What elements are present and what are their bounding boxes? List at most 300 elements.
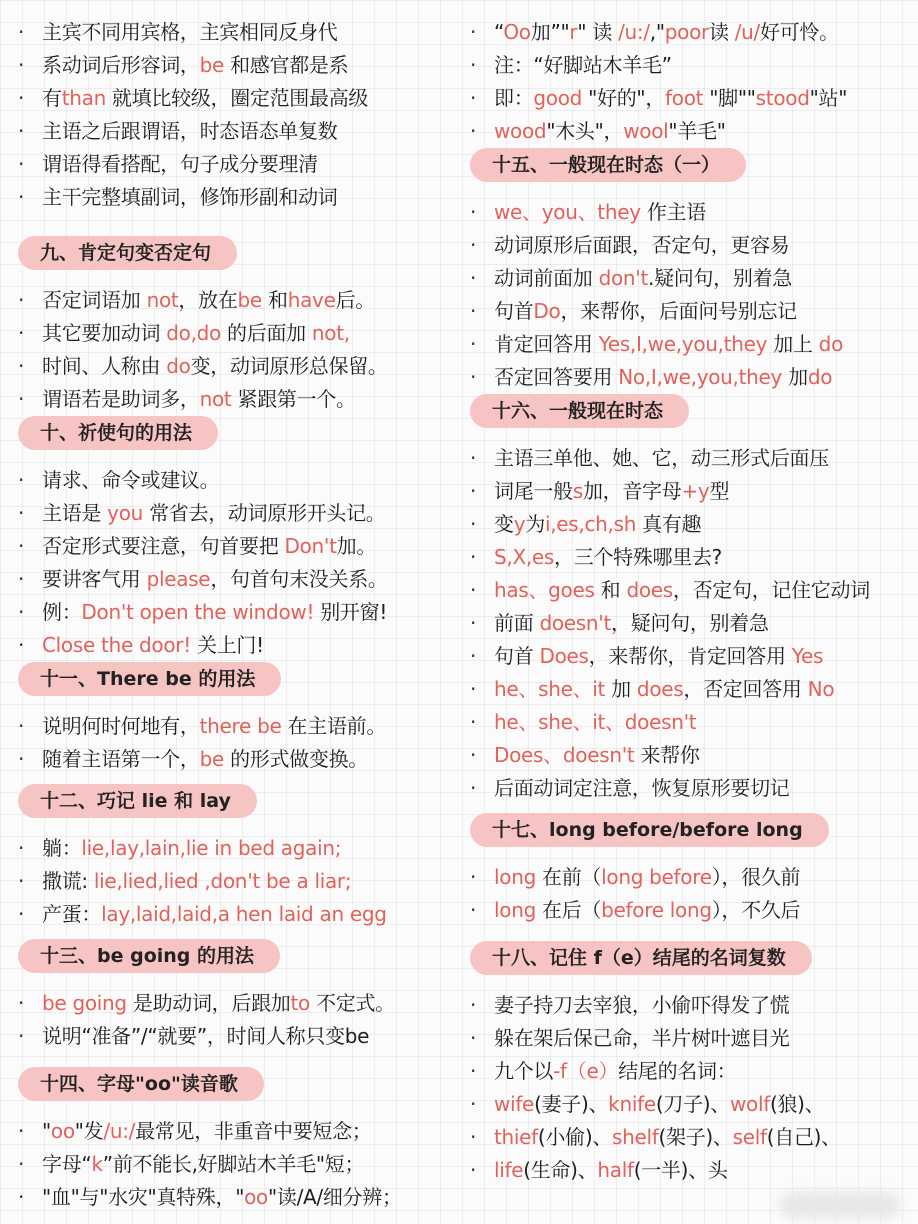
section-heading: 十、祈使句的用法: [18, 416, 218, 450]
line-text: 说明“准备”/“就要”，时间人称只变be: [42, 1024, 370, 1048]
bullet-dot-icon: ·: [470, 119, 477, 143]
highlight-text: /u/: [734, 20, 760, 44]
line-text: 关上门!: [190, 633, 264, 657]
bullet-line: [470, 262, 918, 295]
bullet-line: [470, 894, 918, 927]
bullet-line: [18, 710, 460, 743]
line-text: 就填比较级，圈定范围最高级: [105, 86, 369, 110]
highlight-text: self: [732, 1125, 767, 1149]
highlight-text: he、she、it、doesn't: [494, 710, 697, 734]
line-text: ，来帮你，后面问号别忘记: [560, 299, 797, 323]
line-text: 紧跟第一个。: [231, 387, 356, 411]
line-text: 在后（: [535, 898, 602, 922]
highlight-text: doesn't: [539, 611, 612, 635]
bullet-line: [18, 148, 460, 181]
line-text: 有: [42, 86, 62, 110]
highlight-text: long: [494, 898, 536, 922]
bullet-line: [18, 383, 460, 416]
highlight-text: lay,laid,laid,a hen laid an egg: [101, 902, 387, 926]
highlight-text: Do: [533, 299, 561, 323]
bullet-dot-icon: ·: [470, 644, 477, 668]
spacer: [18, 1101, 460, 1115]
bullet-dot-icon: ·: [470, 865, 477, 889]
spacer: [470, 927, 918, 941]
bullet-dot-icon: ·: [18, 600, 25, 624]
bullet-line: [18, 1020, 460, 1053]
line-text: 请求、命令或建议。: [42, 468, 220, 492]
highlight-text: S,X,es: [494, 545, 555, 569]
line-text: 前面: [494, 611, 540, 635]
line-text: 在前（: [535, 865, 602, 889]
bullet-line: [470, 475, 918, 508]
bullet-dot-icon: ·: [470, 1092, 477, 1116]
spacer: [18, 1053, 460, 1067]
line-text: 不定式。: [309, 991, 395, 1015]
highlight-text: /u:/: [618, 20, 650, 44]
line-text: 动词原形后面跟，否定句，更容易: [494, 233, 790, 257]
line-text: 读: [708, 20, 735, 44]
highlight-text: Don't open the window!: [81, 600, 315, 624]
section-heading: 十七、long before/before long: [470, 813, 829, 847]
bullet-line: [18, 1148, 460, 1181]
line-text: 和: [261, 288, 288, 312]
line-text: 即：: [494, 86, 534, 110]
line-text: 九个以: [494, 1059, 554, 1083]
bullet-line: [470, 989, 918, 1022]
section-heading-row: [18, 1067, 460, 1101]
bullet-line: [470, 49, 918, 82]
bullet-dot-icon: ·: [470, 776, 477, 800]
line-text: (一半)、头: [633, 1158, 728, 1182]
section-heading: 十四、字母"oo"读音歌: [18, 1067, 264, 1101]
bullet-line: [470, 772, 918, 805]
spacer: [470, 428, 918, 442]
line-text: 其它要加动词: [42, 321, 167, 345]
highlight-text: do: [166, 354, 191, 378]
highlight-text: there be: [199, 714, 282, 738]
section-heading-row: [18, 416, 460, 450]
line-text: 时间、人称由: [42, 354, 167, 378]
line-text: 系动词后形容词，: [42, 53, 200, 77]
highlight-text: don't: [598, 266, 649, 290]
bullet-line: [470, 328, 918, 361]
line-text: "好的"，: [582, 86, 666, 110]
highlight-text: than: [61, 86, 106, 110]
line-text: 例：: [42, 600, 82, 624]
highlight-text: Yes: [791, 644, 824, 668]
bullet-line: [18, 16, 460, 49]
bullet-dot-icon: ·: [470, 898, 477, 922]
line-text: 动词前面加: [494, 266, 599, 290]
line-text: ,": [649, 20, 665, 44]
highlight-text: be: [199, 53, 225, 77]
line-text: 主语三单他、她、它，动三形式后面压: [494, 446, 829, 470]
highlight-text: please: [146, 567, 211, 591]
line-text: (生命)、: [523, 1158, 598, 1182]
bullet-dot-icon: ·: [470, 20, 477, 44]
section-heading-row: [470, 394, 918, 428]
highlight-text: Close the door!: [42, 633, 191, 657]
bullet-line: [18, 832, 460, 865]
highlight-text: do: [807, 365, 833, 389]
bullet-line: [18, 181, 460, 214]
highlight-text: wood: [494, 119, 547, 143]
bullet-dot-icon: ·: [470, 743, 477, 767]
line-text: 最常见，非重音中要短念；: [135, 1119, 372, 1143]
bullet-line: [18, 350, 460, 383]
bullet-line: [470, 442, 918, 475]
bullet-line: [470, 196, 918, 229]
bullet-line: [18, 284, 460, 317]
highlight-text: be: [199, 747, 225, 771]
line-text: 妻子持刀去宰狼，小偷吓得发了慌: [494, 993, 790, 1017]
section-heading: 十三、be going 的用法: [18, 939, 280, 973]
bullet-dot-icon: ·: [18, 354, 25, 378]
bullet-dot-icon: ·: [470, 512, 477, 536]
bullet-dot-icon: ·: [18, 53, 25, 77]
section-heading: 十五、一般现在时态（一）: [470, 148, 746, 182]
bullet-line: [470, 115, 918, 148]
highlight-text: not: [199, 387, 232, 411]
line-text: ，否定回答用: [683, 677, 808, 701]
bullet-dot-icon: ·: [18, 1152, 25, 1176]
highlight-text: long before: [601, 865, 712, 889]
section-heading: 九、肯定句变否定句: [18, 236, 237, 270]
line-text: " 读: [577, 20, 619, 44]
line-text: (架子)、: [658, 1125, 733, 1149]
spacer: [470, 847, 918, 861]
line-text: 否定回答要用: [494, 365, 619, 389]
section-heading-row: [18, 784, 460, 818]
bullet-dot-icon: ·: [18, 387, 25, 411]
line-text: ”前不能长,好脚站木羊毛"短；: [102, 1152, 365, 1176]
spacer: [18, 931, 460, 939]
bullet-line: [18, 865, 460, 898]
spacer: [18, 973, 460, 987]
highlight-text: /u:/: [103, 1119, 136, 1143]
highlight-text: Does: [539, 644, 589, 668]
line-text: 躺：: [42, 836, 82, 860]
bullet-dot-icon: ·: [18, 836, 25, 860]
highlight-text: +y: [681, 479, 710, 503]
bullet-dot-icon: ·: [470, 200, 477, 224]
bullet-dot-icon: ·: [470, 86, 477, 110]
line-text: 加。: [336, 534, 377, 558]
section-heading-row: [470, 941, 918, 975]
bullet-dot-icon: ·: [18, 869, 25, 893]
bullet-dot-icon: ·: [470, 710, 477, 734]
highlight-text: k: [91, 1152, 103, 1176]
bullet-line: [18, 1115, 460, 1148]
bullet-dot-icon: ·: [18, 119, 25, 143]
bullet-line: [18, 898, 460, 931]
line-text: 主语是: [42, 501, 108, 525]
highlight-text: oo: [50, 1119, 75, 1143]
section-heading: 十八、记住 f（e）结尾的名词复数: [470, 941, 812, 975]
bullet-dot-icon: ·: [18, 991, 25, 1015]
bullet-dot-icon: ·: [18, 747, 25, 771]
bullet-dot-icon: ·: [18, 633, 25, 657]
bullet-dot-icon: ·: [18, 501, 25, 525]
highlight-text: have: [287, 288, 336, 312]
highlight-text: life: [494, 1158, 524, 1182]
bullet-dot-icon: ·: [470, 479, 477, 503]
highlight-text: to: [290, 991, 310, 1015]
highlight-text: before long: [601, 898, 712, 922]
bullet-line: [18, 629, 460, 662]
line-text: 谓语得看搭配，句子成分要理清: [42, 152, 318, 176]
line-text: 加，音字母: [582, 479, 682, 503]
line-text: 型: [709, 479, 730, 503]
highlight-text: has、goes: [494, 578, 595, 602]
bullet-line: [470, 229, 918, 262]
bullet-line: [18, 82, 460, 115]
highlight-text: you: [107, 501, 144, 525]
bullet-dot-icon: ·: [470, 233, 477, 257]
highlight-text: lie,lied,lied ,don't be a liar;: [93, 869, 352, 893]
highlight-text: Oo: [503, 20, 531, 44]
line-text: ），不久后: [711, 898, 801, 922]
bullet-line: [470, 673, 918, 706]
bullet-line: [470, 361, 918, 394]
highlight-text: we、you、they: [494, 200, 641, 224]
line-text: 的后面加: [221, 321, 312, 345]
bullet-dot-icon: ·: [470, 266, 477, 290]
line-text: 字母“: [42, 1152, 92, 1176]
bullet-line: [470, 295, 918, 328]
bullet-dot-icon: ·: [18, 468, 25, 492]
line-text: ": [42, 1119, 51, 1143]
line-text: 变: [494, 512, 514, 536]
bullet-line: [470, 82, 918, 115]
highlight-text: lie,lay,lain,lie in bed again;: [81, 836, 342, 860]
bullet-dot-icon: ·: [470, 1059, 477, 1083]
section-heading: 十二、巧记 lie 和 lay: [18, 784, 257, 818]
highlight-text: Does、doesn't: [494, 743, 635, 767]
bullet-dot-icon: ·: [470, 578, 477, 602]
bullet-line: [18, 317, 460, 350]
highlight-text: knife: [608, 1092, 656, 1116]
spacer: [18, 214, 460, 236]
bullet-dot-icon: ·: [470, 299, 477, 323]
line-text: 注：“好脚站木羊毛”: [494, 53, 672, 77]
bullet-line: [470, 1055, 918, 1088]
highlight-text: Yes,I,we,you,they: [598, 332, 768, 356]
bullet-line: [18, 115, 460, 148]
bullet-line: [18, 743, 460, 776]
highlight-text: stood: [755, 86, 810, 110]
line-text: 产蛋：: [42, 902, 102, 926]
bullet-dot-icon: ·: [470, 332, 477, 356]
line-text: 加: [605, 677, 637, 701]
bullet-dot-icon: ·: [18, 152, 25, 176]
bullet-dot-icon: ·: [470, 1125, 477, 1149]
line-text: 否定形式要注意，句首要把: [42, 534, 285, 558]
bullet-line: [470, 508, 918, 541]
highlight-text: No,I,we,you,they: [618, 365, 783, 389]
watermark-blur: [780, 1192, 900, 1218]
bullet-line: [18, 464, 460, 497]
highlight-text: does: [626, 578, 673, 602]
spacer: [18, 696, 460, 710]
line-text: ，放在: [178, 288, 238, 312]
section-heading-row: [470, 148, 918, 182]
highlight-text: not,: [311, 321, 350, 345]
spacer: [18, 776, 460, 784]
highlight-text: r: [569, 20, 578, 44]
highlight-text: long: [494, 865, 536, 889]
line-text: (自己)、: [766, 1125, 841, 1149]
line-text: 变，动词原形总保留。: [190, 354, 388, 378]
bullet-dot-icon: ·: [470, 545, 477, 569]
highlight-text: not: [146, 288, 179, 312]
bullet-dot-icon: ·: [18, 20, 25, 44]
highlight-text: wool: [623, 119, 669, 143]
section-heading-row: [18, 662, 460, 696]
line-text: 和感官都是系: [224, 53, 349, 77]
line-text: 常省去，动词原形开头记。: [143, 501, 386, 525]
highlight-text: shelf: [612, 1125, 659, 1149]
highlight-text: thief: [494, 1125, 538, 1149]
bullet-dot-icon: ·: [18, 1024, 25, 1048]
line-text: "发: [74, 1119, 104, 1143]
line-text: 真有趣: [636, 512, 702, 536]
bullet-dot-icon: ·: [470, 365, 477, 389]
line-text: "木头"，: [546, 119, 624, 143]
line-text: 来帮你: [634, 743, 700, 767]
bullet-dot-icon: ·: [18, 1185, 25, 1209]
bullet-dot-icon: ·: [18, 714, 25, 738]
line-text: (刀子)、: [655, 1092, 730, 1116]
bullet-line: [470, 706, 918, 739]
line-text: "读/A/细分辨；: [267, 1185, 402, 1209]
bullet-line: [18, 563, 460, 596]
bullet-line: [18, 497, 460, 530]
highlight-text: i,es,ch,sh: [544, 512, 637, 536]
bullet-dot-icon: ·: [18, 567, 25, 591]
line-text: 后。: [335, 288, 375, 312]
line-text: "站": [809, 86, 848, 110]
line-text: 结尾的名词：: [618, 1059, 737, 1083]
line-text: ，否定句，记住它动词: [672, 578, 870, 602]
highlight-text: be: [237, 288, 262, 312]
highlight-text: s: [572, 479, 583, 503]
bullet-line: [18, 1181, 460, 1214]
line-text: 加”": [530, 20, 570, 44]
highlight-text: foot: [665, 86, 704, 110]
line-text: 随着主语第一个，: [42, 747, 200, 771]
bullet-line: [18, 596, 460, 629]
line-text: 谓语若是助词多，: [42, 387, 200, 411]
line-text: 好可怜。: [759, 20, 839, 44]
section-heading: 十六、一般现在时态: [470, 394, 689, 428]
line-text: (狼)、: [769, 1092, 825, 1116]
line-text: 加: [782, 365, 808, 389]
bullet-line: [470, 607, 918, 640]
line-text: 躲在架后保己命，半片树叶遮目光: [494, 1026, 790, 1050]
line-text: 作主语: [640, 200, 706, 224]
line-text: 否定词语加: [42, 288, 147, 312]
section-heading-row: [18, 236, 460, 270]
highlight-text: do: [818, 332, 844, 356]
highlight-text: Don't: [284, 534, 337, 558]
right-column: [470, 16, 918, 1187]
line-text: 主宾不同用宾格，主宾相同反身代: [42, 20, 338, 44]
line-text: "脚"": [703, 86, 756, 110]
bullet-dot-icon: ·: [470, 1026, 477, 1050]
line-text: 和: [594, 578, 627, 602]
bullet-line: [470, 739, 918, 772]
line-text: “: [494, 20, 504, 44]
bullet-dot-icon: ·: [18, 1119, 25, 1143]
highlight-text: be going: [42, 991, 127, 1015]
line-text: 在主语前。: [281, 714, 387, 738]
line-text: 撒谎:: [42, 869, 94, 893]
bullet-line: [18, 49, 460, 82]
spacer: [470, 805, 918, 813]
line-text: 肯定回答用: [494, 332, 599, 356]
line-text: 的形式做变换。: [224, 747, 368, 771]
bullet-line: [18, 530, 460, 563]
bullet-line: [470, 1088, 918, 1121]
line-text: ，三个特殊哪里去?: [554, 545, 722, 569]
section-heading: 十一、There be 的用法: [18, 662, 281, 696]
line-text: 主干完整填副词，修饰形副和动词: [42, 185, 338, 209]
line-text: "血"与"水灾"真特殊，": [42, 1185, 245, 1209]
spacer: [18, 270, 460, 284]
bullet-line: [470, 574, 918, 607]
line-text: "羊毛": [668, 119, 726, 143]
line-text: ，疑问句，别着急: [611, 611, 769, 635]
line-text: 要讲客气用: [42, 567, 147, 591]
bullet-dot-icon: ·: [18, 86, 25, 110]
bullet-dot-icon: ·: [470, 446, 477, 470]
line-text: ，来帮你，肯定回答用: [588, 644, 792, 668]
spacer: [18, 450, 460, 464]
bullet-line: [470, 1121, 918, 1154]
bullet-dot-icon: ·: [470, 611, 477, 635]
highlight-text: poor: [664, 20, 709, 44]
line-text: .疑问句，别着急: [648, 266, 792, 290]
highlight-text: half: [597, 1158, 634, 1182]
highlight-text: wife: [494, 1092, 535, 1116]
spacer: [18, 818, 460, 832]
line-text: 后面动词定注意，恢复原形要切记: [494, 776, 790, 800]
highlight-text: he、she、it: [494, 677, 606, 701]
line-text: 句首: [494, 644, 540, 668]
bullet-dot-icon: ·: [18, 902, 25, 926]
spacer: [470, 182, 918, 196]
highlight-text: wolf: [729, 1092, 770, 1116]
bullet-line: [470, 1154, 918, 1187]
bullet-line: [470, 16, 918, 49]
line-text: 是助动词，后跟加: [126, 991, 291, 1015]
bullet-dot-icon: ·: [470, 53, 477, 77]
line-text: ，句首句末没关系。: [210, 567, 388, 591]
spacer: [470, 975, 918, 989]
bullet-dot-icon: ·: [18, 534, 25, 558]
line-text: 主语之后跟谓语，时态语态单复数: [42, 119, 338, 143]
line-text: 加上: [767, 332, 819, 356]
highlight-text: y: [513, 512, 526, 536]
line-text: (小偷)、: [537, 1125, 613, 1149]
line-text: 句首: [494, 299, 534, 323]
bullet-dot-icon: ·: [470, 677, 477, 701]
bullet-line: [470, 541, 918, 574]
bullet-dot-icon: ·: [470, 1158, 477, 1182]
line-text: 说明何时何地有，: [42, 714, 200, 738]
highlight-text: good: [533, 86, 583, 110]
